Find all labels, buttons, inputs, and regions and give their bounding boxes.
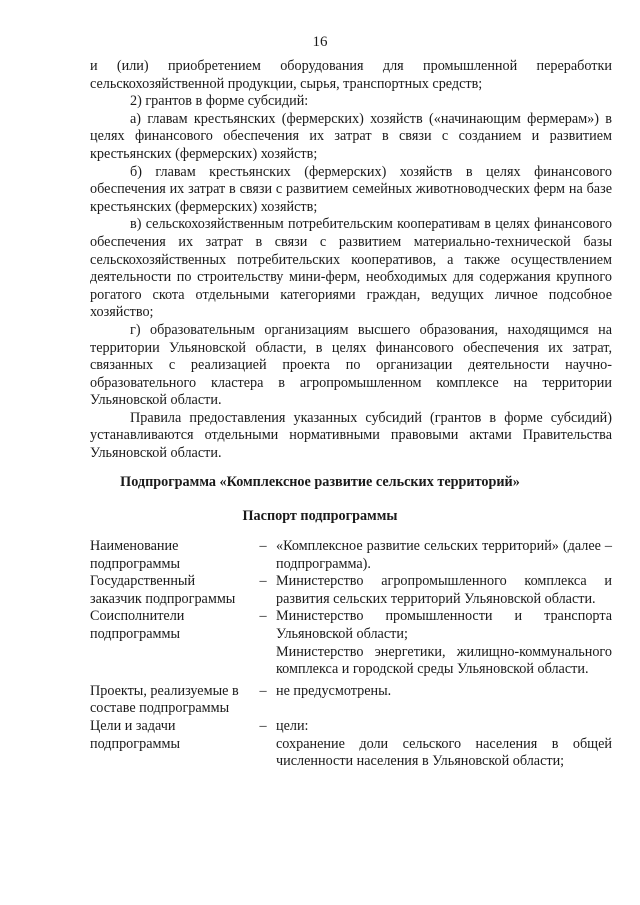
row-label: Государственный заказчик подпрограммы — [90, 573, 236, 607]
row-value — [276, 538, 612, 573]
body-text — [90, 58, 612, 463]
row-value — [276, 573, 612, 608]
value-line: Министерство энергетики, жилищно-коммунального комплекса и городской среды Ульяновской области. — [276, 643, 612, 678]
row-value — [276, 608, 612, 678]
paragraph: 2) грантов в форме субсидий: — [130, 93, 309, 110]
row-dash: – — [259, 717, 267, 734]
passport-row-name — [90, 538, 612, 573]
value-line: Министерство агропромышленного комплекса и развития сельских территорий Ульяновской области. — [276, 573, 612, 607]
page-number: 16 — [312, 34, 328, 50]
passport-row-coexecutors — [90, 608, 612, 678]
row-label: Проекты, реализуемые в составе подпрограммы — [90, 682, 239, 717]
passport-row-goals — [90, 718, 612, 771]
row-dash: – — [259, 573, 267, 590]
passport-row-projects — [90, 683, 612, 718]
value-line: «Комплексное развитие сельских территорий» (далее – подпрограмма). — [276, 538, 612, 572]
paragraph: Правила предоставления указанных субсидий (грантов в форме субсидий) устанавливаются отдельными нормативными правовыми актами Правительства Ульяновской области. — [90, 409, 612, 462]
value-line: Министерство промышленности и транспорта Ульяновской области; — [276, 608, 612, 642]
passport-table — [90, 538, 612, 771]
value-line: сохранение доли сельского населения в общей численности населения в Ульяновской области; — [276, 735, 612, 770]
passport-row-customer — [90, 573, 612, 608]
paragraph: б) главам крестьянских (фермерских) хозяйств в целях финансового обеспечения их затрат в связи с развитием семейных животноводческих ферм на базе крестьянских (фермерских) хозяйств; — [90, 163, 612, 215]
row-label: Соисполнители подпрограммы — [90, 608, 185, 642]
row-dash: – — [259, 682, 267, 699]
passport-heading: Паспорт подпрограммы — [242, 508, 398, 524]
row-value — [276, 718, 612, 771]
paragraph: и (или) приобретением оборудования для промышленной переработки сельскохозяйственной продукции, сырья, транспортных средств; — [90, 58, 612, 92]
value-line: цели: — [276, 717, 309, 734]
row-dash: – — [259, 608, 267, 625]
value-line: не предусмотрены. — [276, 682, 392, 699]
paragraph: г) образовательным организациям высшего образования, находящимся на территории Ульяновской области, в целях финансового обеспечения их затрат, связанных с реализацией проекта по организации деятельности научно-образовательного кластера в агропромышленном комплексе на территории Ульяновской области. — [90, 321, 612, 409]
subprogram-heading: Подпрограмма «Комплексное развитие сельских территорий» — [120, 474, 520, 490]
row-value — [276, 683, 612, 718]
row-label: Наименование подпрограммы — [90, 538, 180, 572]
paragraph: а) главам крестьянских (фермерских) хозяйств («начинающим фермерам») в целях финансового обеспечения их затрат в связи с созданием и развитием крестьянских (фермерских) хозяйств; — [90, 110, 612, 162]
paragraph: в) сельскохозяйственным потребительским кооперативам в целях финансового обеспечения их затрат в связи с развитием материально-технической базы сельскохозяйственных потребительских кооперативов, а также осуществлением деятельности по строительству мини-ферм, необходимых для содержания крупного рогатого скота отдельными категориями граждан, ведущих личное подсобное хозяйство; — [90, 216, 612, 321]
row-label: Цели и задачи подпрограммы — [90, 717, 180, 752]
row-dash: – — [259, 538, 267, 554]
